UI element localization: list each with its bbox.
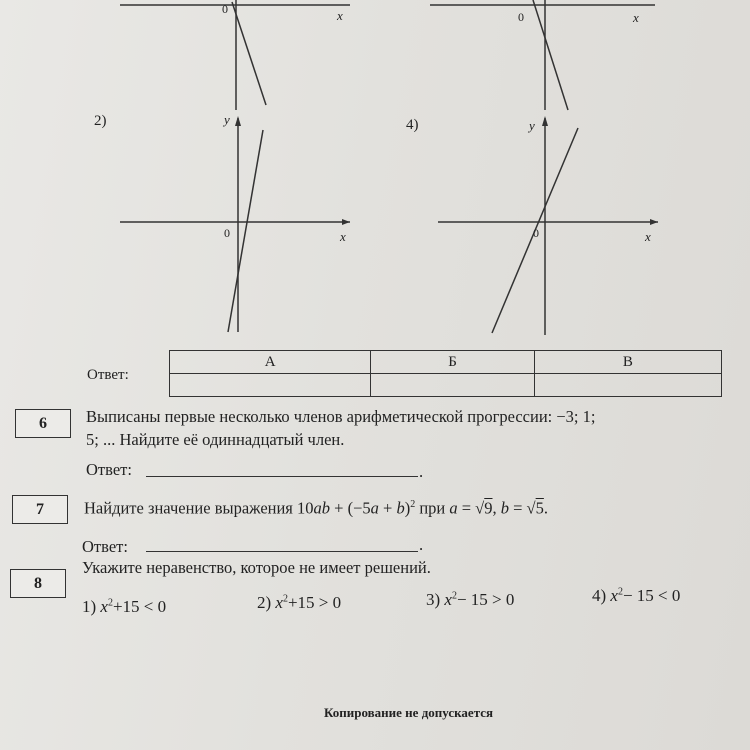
q7-b: b: [396, 498, 405, 518]
graph4-origin-label: 0: [533, 226, 539, 240]
question-6-answer-field[interactable]: [146, 476, 418, 477]
q7-b-eq: b: [500, 498, 509, 518]
q7-comma-b: ,: [492, 498, 501, 518]
option-4-number: 4): [592, 586, 607, 605]
graph3-origin-label: 0: [518, 10, 524, 24]
option-1-x: x: [100, 597, 108, 616]
graph1-x-label: x: [337, 8, 343, 23]
q7-eq2: = √: [509, 498, 536, 518]
graph2-y-arrow: [235, 116, 241, 126]
question-8-option-4[interactable]: [592, 586, 680, 606]
graph2-line: [228, 130, 263, 332]
q7-a: a: [370, 498, 379, 518]
graph4-y-label: y: [529, 118, 535, 133]
q7-plus-paren: + (−5: [330, 498, 371, 518]
footer-notice: Копирование не допускается: [324, 705, 494, 720]
answer-cell-a[interactable]: [170, 374, 371, 397]
question-7-number: 7: [12, 495, 68, 524]
question-7-answer-end: .: [419, 535, 424, 554]
q7-plus: +: [378, 498, 397, 518]
q7-square: 2: [410, 499, 416, 510]
q7-five: 5: [535, 498, 544, 518]
option-3-x: x: [444, 590, 452, 609]
graph1-origin-label: 0: [222, 2, 228, 16]
graphs-figure: [0, 0, 750, 345]
q7-text-start: Найдите значение выражения 10: [84, 498, 314, 518]
graph4-y-arrow: [542, 116, 548, 126]
graph3-x-label: x: [633, 10, 639, 25]
answer-cell-v[interactable]: [534, 374, 721, 397]
option-3-number: 3): [426, 590, 441, 609]
answer-table: [169, 350, 722, 397]
answer-header-v: В: [534, 351, 721, 374]
question-6-answer-end: .: [419, 462, 424, 481]
graph2-number: 2): [94, 113, 107, 129]
question-8-number: 8: [10, 569, 66, 598]
option-1-sup: 2: [107, 597, 113, 609]
graph2-x-arrow: [342, 219, 350, 225]
option-1-expr: +15 < 0: [112, 597, 167, 616]
option-3-sup: 2: [451, 590, 457, 602]
q7-eq: = √: [457, 498, 485, 518]
q7-when: при: [415, 498, 450, 518]
question-6-line2: 5; ... Найдите её одиннадцатый член.: [86, 430, 345, 449]
graph2-x-label: x: [340, 229, 346, 244]
question-8-option-3[interactable]: [426, 590, 514, 610]
graph2-origin-label: 0: [224, 226, 230, 240]
question-8-option-2[interactable]: [257, 593, 341, 613]
q7-ab: ab: [313, 498, 331, 518]
question-8-text: Укажите неравенство, которое не имеет решений.: [82, 558, 431, 577]
question-8-option-1[interactable]: [82, 597, 166, 617]
option-3-expr: − 15 > 0: [456, 590, 515, 609]
graph4-number: 4): [406, 117, 419, 133]
option-2-number: 2): [257, 593, 272, 612]
option-4-sup: 2: [617, 586, 623, 598]
question-7-text: [84, 494, 548, 519]
answer-header-b: Б: [371, 351, 535, 374]
question-6-line1: Выписаны первые несколько членов арифметической прогрессии: −3; 1;: [86, 407, 596, 426]
option-4-x: x: [610, 586, 618, 605]
answer-header-a: А: [170, 351, 371, 374]
option-2-sup: 2: [282, 593, 288, 605]
answer-table-label: Ответ:: [87, 367, 129, 383]
graph4-x-label: x: [645, 229, 651, 244]
q7-end: .: [543, 498, 548, 518]
question-7-answer-label: Ответ:: [82, 537, 128, 556]
option-4-expr: − 15 < 0: [622, 586, 681, 605]
answer-cell-b[interactable]: [371, 374, 535, 397]
graph4-x-arrow: [650, 219, 658, 225]
option-2-x: x: [275, 593, 283, 612]
q7-nine: 9: [484, 498, 493, 518]
q7-a-eq: a: [449, 498, 458, 518]
graph3-line: [533, 0, 568, 110]
graph1-line: [232, 2, 266, 105]
question-6-number: 6: [15, 409, 71, 438]
option-1-number: 1): [82, 597, 97, 616]
option-2-expr: +15 > 0: [287, 593, 342, 612]
question-6-answer-label: Ответ:: [86, 460, 132, 479]
graph2-y-label: y: [224, 112, 230, 127]
q7-close-paren: ): [404, 498, 411, 518]
question-7-answer-field[interactable]: [146, 551, 418, 552]
